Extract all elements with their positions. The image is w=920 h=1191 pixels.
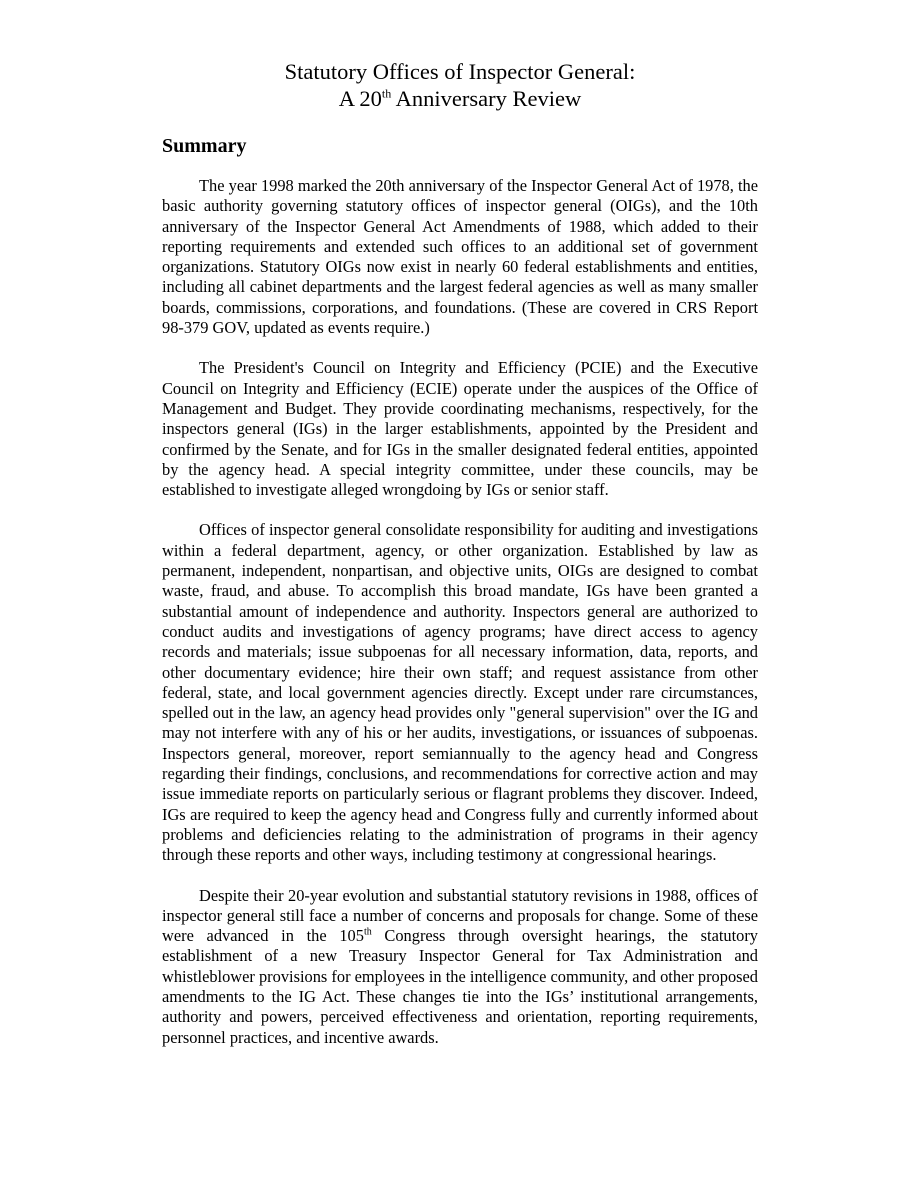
title-line-2-suffix: Anniversary Review [391, 86, 582, 111]
title-line-1: Statutory Offices of Inspector General: [284, 59, 636, 84]
title-line-2-superscript: th [381, 86, 392, 101]
paragraph-4-superscript: th [363, 926, 372, 938]
section-heading-summary: Summary [162, 135, 247, 157]
paragraph-4-part-1: Despite their 20-year evolution and substantial statutory revisions in 1988, offices of inspector general still face a number of concerns and proposals for change. Some of these were advanced in the 105 [162, 885, 758, 946]
paragraph-4 [162, 886, 758, 1048]
document-title [162, 58, 758, 112]
paragraph-3: Offices of inspector general consolidate responsibility for auditing and investigations within a federal department, agency, or other organization. Established by law as permanent, independent, nonpartisan, and objective units, OIGs are designed to combat waste, fraud, and abuse. To accomplish this broad mandate, IGs have been granted a substantial amount of independence and authority. Inspectors general are authorized to conduct audits and investigations of agency programs; have direct access to agency records and materials; issue subpoenas for all necessary information, data, reports, and other documentary evidence; hire their own staff; and request assistance from other federal, state, and local government agencies directly. Except under rare circumstances, spelled out in the law, an agency head provides only "general supervision" over the IG and may not interfere with any of his or her audits, investigations, or issuances of subpoenas. Inspectors general, moreover, report semiannually to the agency head and Congress regarding their findings, conclusions, and recommendations for corrective action and may issue immediate reports on particularly serious or flagrant problems they discover. Indeed, IGs are required to keep the agency head and Congress fully and currently informed about problems and deficiencies relating to the administration of programs in their agency through these reports and other ways, including testimony at congressional hearings. [162, 520, 758, 865]
document-page [162, 58, 758, 1068]
title-line-2-prefix: A 20 [338, 86, 382, 111]
paragraph-1: The year 1998 marked the 20th anniversary of the Inspector General Act of 1978, the basic authority governing statutory offices of inspector general (OIGs), and the 10th anniversary of the Inspector General Act Amendments of 1988, which added to their reporting requirements and extended such offices to an additional set of government organizations. Statutory OIGs now exist in nearly 60 federal establishments and entities, including all cabinet departments and the largest federal agencies as well as many smaller boards, commissions, corporations, and foundations. (These are covered in CRS Report 98-379 GOV, updated as events require.) [162, 176, 758, 338]
paragraph-2: The President's Council on Integrity and Efficiency (PCIE) and the Executive Council on Integrity and Efficiency (ECIE) operate under the auspices of the Office of Management and Budget. They provide coordinating mechanisms, respectively, for the inspectors general (IGs) in the larger establishments, appointed by the President and confirmed by the Senate, and for IGs in the smaller designated federal entities, appointed by the agency head. A special integrity committee, under these councils, may be established to investigate alleged wrongdoing by IGs or senior staff. [162, 358, 758, 500]
paragraph-4-part-2: Congress through oversight hearings, the statutory establishment of a new Treasury Inspector General for Tax Administration and whistleblower provisions for employees in the intelligence community, and other proposed amendments to the IG Act. These changes tie into the IGs’ institutional arrangements, authority and powers, perceived effectiveness and orientation, reporting requirements, personnel practices, and incentive awards. [162, 926, 758, 1047]
